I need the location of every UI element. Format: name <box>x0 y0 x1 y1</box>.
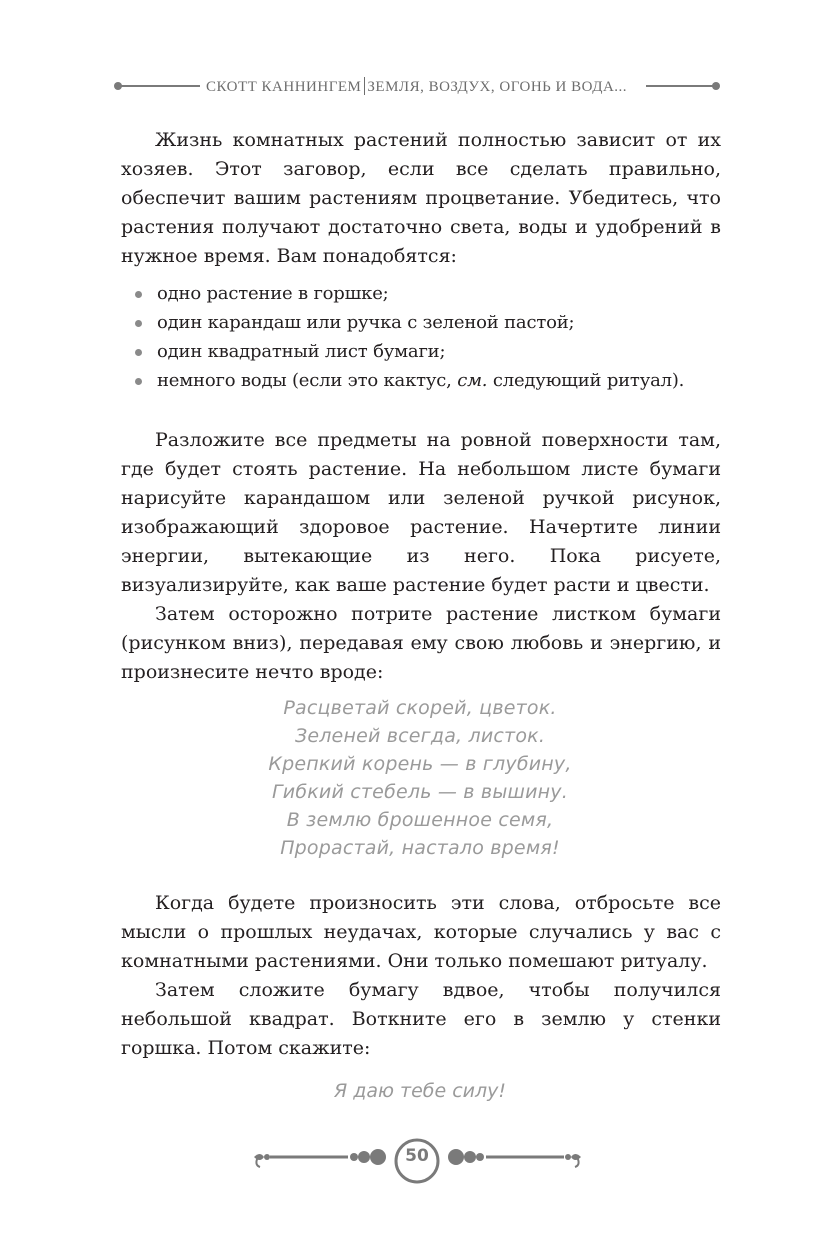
spacer <box>121 395 721 426</box>
short-spell: Я даю тебе силу! <box>333 1080 507 1102</box>
list-item-emphasis: см. <box>457 370 488 391</box>
bullet-icon <box>135 291 142 298</box>
poem-line: Расцветай скорей, цветок. <box>283 697 557 719</box>
list-item-text: один карандаш или ручка с зеленой пастой; <box>157 312 575 333</box>
page-number: 50 <box>405 1146 429 1166</box>
spell-poem <box>160 694 680 862</box>
poem-line: В землю брошенное семя, <box>286 809 554 831</box>
poem-line: Крепкий корень — в глубину, <box>268 753 572 775</box>
poem-line: Гибкий стебель — в вышину. <box>272 781 568 803</box>
page-footer <box>250 1135 585 1191</box>
list-item <box>121 308 721 337</box>
main-text <box>121 126 721 687</box>
list-item-text: одно растение в горшке; <box>157 283 389 304</box>
running-head-author: СКОТТ КАННИНГЕМ <box>206 79 362 95</box>
list-item <box>121 337 721 366</box>
paragraph-rub: Затем осторожно потрите растение листком бумаги (рисунком вниз), передавая ему свою любовь и энергию, и произнесите нечто вроде: <box>121 603 721 683</box>
paragraph-speaking: Когда будете произносить эти слова, отбросьте все мысли о прошлых неудачах, которые случались у вас с комнатными растениями. Они только помешают ритуалу. <box>121 892 721 972</box>
running-head-separator <box>364 77 365 95</box>
running-head <box>114 76 724 96</box>
poem-line: Прорастай, настало время! <box>280 837 560 859</box>
list-item-text: один квадратный лист бумаги; <box>157 341 446 362</box>
list-item-text-after: следующий ритуал). <box>487 370 685 391</box>
bullet-icon <box>135 349 142 356</box>
ornament-line-left <box>120 85 200 87</box>
paragraph-arrange: Разложите все предметы на ровной поверхности там, где будет стоять растение. На небольшом листе бумаги нарисуйте карандашом или зеленой ручкой рисунок, изображающий здоровое растение. Начертите линии энергии, вытекающие из него. Пока рисуете, визуализируйте, как ваше растение будет расти и цвести. <box>121 429 721 596</box>
running-head-title: ЗЕМЛЯ, ВОЗДУХ, ОГОНЬ И ВОДА... <box>367 79 628 95</box>
paragraph-fold: Затем сложите бумагу вдвое, чтобы получился небольшой квадрат. Воткните его в землю у стенки горшка. Потом скажите: <box>121 979 721 1059</box>
ornament-line-right <box>646 85 716 87</box>
list-item <box>121 279 721 308</box>
bullet-icon <box>135 320 142 327</box>
poem-line: Зеленей всегда, листок. <box>294 725 546 747</box>
bullet-icon <box>135 378 142 385</box>
ornament-dot-right <box>712 82 720 90</box>
main-text-continued <box>121 889 721 1063</box>
paragraph-intro: Жизнь комнатных растений полностью зависит от их хозяев. Этот заговор, если все сделать правильно, обеспечит вашим растениям процветание. Убедитесь, что растения получают достаточно света, воды и удобрений в нужное время. Вам понадобятся: <box>121 129 721 267</box>
list-item <box>121 366 721 395</box>
list-item-text-before: немного воды (если это кактус, <box>157 370 458 391</box>
running-head-text <box>206 77 627 96</box>
materials-list <box>121 279 721 395</box>
